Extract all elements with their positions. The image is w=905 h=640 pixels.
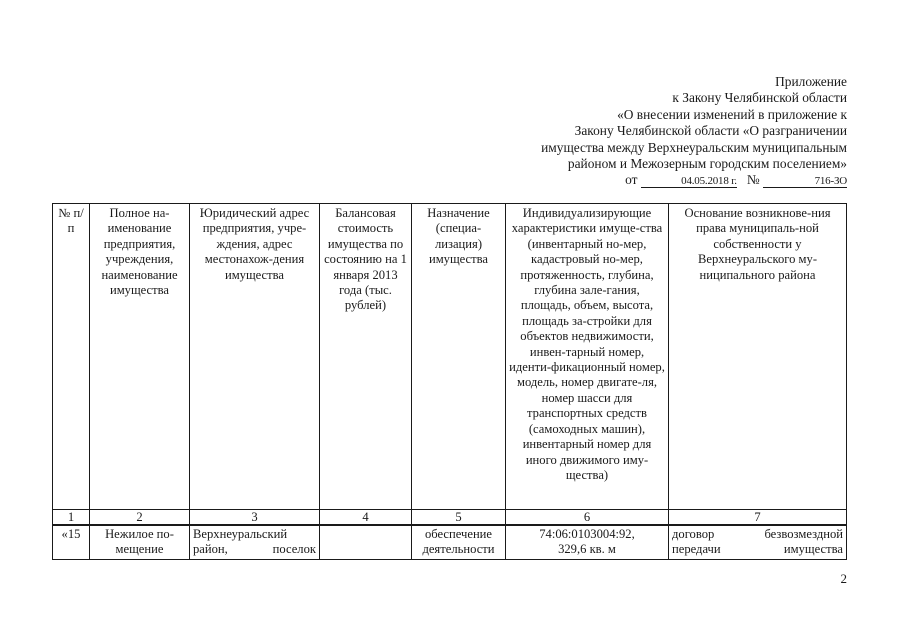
basis-cell xyxy=(669,525,847,560)
date-prefix: от xyxy=(625,172,638,188)
column-header-balance: Балансовая стоимость имущества по состоянию на 1 января 2013 года (тыс. рублей) xyxy=(320,204,412,510)
name-cell xyxy=(90,525,190,560)
column-numbers-row xyxy=(53,510,847,526)
law-number: 716-ЗО xyxy=(763,175,847,188)
basis-line: передачи имущества xyxy=(672,542,843,557)
column-number: 3 xyxy=(190,510,320,526)
table-row xyxy=(53,525,847,560)
purpose-line: обеспечение xyxy=(424,527,493,541)
header-line: «О внесении изменений в приложение к xyxy=(617,106,847,122)
column-number: 6 xyxy=(506,510,669,526)
number-prefix: № xyxy=(746,172,760,188)
law-date: 04.05.2018 г. xyxy=(641,175,737,188)
column-header-number: № п/п xyxy=(53,204,90,510)
column-number: 1 xyxy=(53,510,90,526)
balance-cell xyxy=(320,525,412,560)
purpose-line: деятельности xyxy=(422,542,495,557)
column-number: 4 xyxy=(320,510,412,526)
column-header-address: Юридический адрес предприятия, учре-ждения, адрес местонахож-дения имущества xyxy=(190,204,320,510)
column-number: 5 xyxy=(412,510,506,526)
column-number: 2 xyxy=(90,510,190,526)
column-header-basis: Основание возникнове-ния права муниципаль-ной собственности у Верхнеуральского му-ниципального района xyxy=(669,204,847,510)
name-line: мещение xyxy=(115,542,164,557)
characteristics-line: 329,6 кв. м xyxy=(558,542,616,557)
header-line: имущества между Верхнеуральским муниципальным xyxy=(541,139,847,155)
column-header-name: Полное на-именование предприятия, учреждения, наименование имущества xyxy=(90,204,190,510)
row-number: «15 xyxy=(61,527,81,541)
column-header-purpose: Назначение (специа-лизация) имущества xyxy=(412,204,506,510)
header-line: Приложение xyxy=(775,74,847,89)
header-line: районом и Межозерным городским поселением» xyxy=(567,156,847,172)
address-line: район, поселок xyxy=(193,542,316,557)
header-line: Закону Челябинской области «О разграничении xyxy=(574,123,847,139)
property-table xyxy=(52,203,847,560)
row-number-cell xyxy=(53,525,90,560)
purpose-cell xyxy=(412,525,506,560)
characteristics-line: 74:06:0103004:92, xyxy=(539,527,635,541)
column-number: 7 xyxy=(669,510,847,526)
page-number: 2 xyxy=(840,571,847,586)
table-header-row xyxy=(53,204,847,510)
header-line: к Закону Челябинской области xyxy=(672,90,847,106)
basis-line: договор безвозмездной xyxy=(672,527,843,541)
law-date-number-line xyxy=(427,172,847,188)
name-line: Нежилое по- xyxy=(105,527,174,541)
appendix-header xyxy=(427,74,847,189)
characteristics-cell xyxy=(506,525,669,560)
address-line: Верхнеуральский xyxy=(193,527,288,541)
address-cell xyxy=(190,525,320,560)
column-header-characteristics: Индивидуализирующие характеристики имуще-ства (инвентарный но-мер, кадастровый но-мер, протяженность, глубина, глубина зале-гания, площадь, объем, высота, площадь за-стройки для объектов недвижимости, инвен-тарный номер, иденти-фикационный номер, модель, номер двигате-ля, номер шасси для транспортных средств (самоходных машин), инвентарный номер для иного движимого иму-щества) xyxy=(506,204,669,510)
